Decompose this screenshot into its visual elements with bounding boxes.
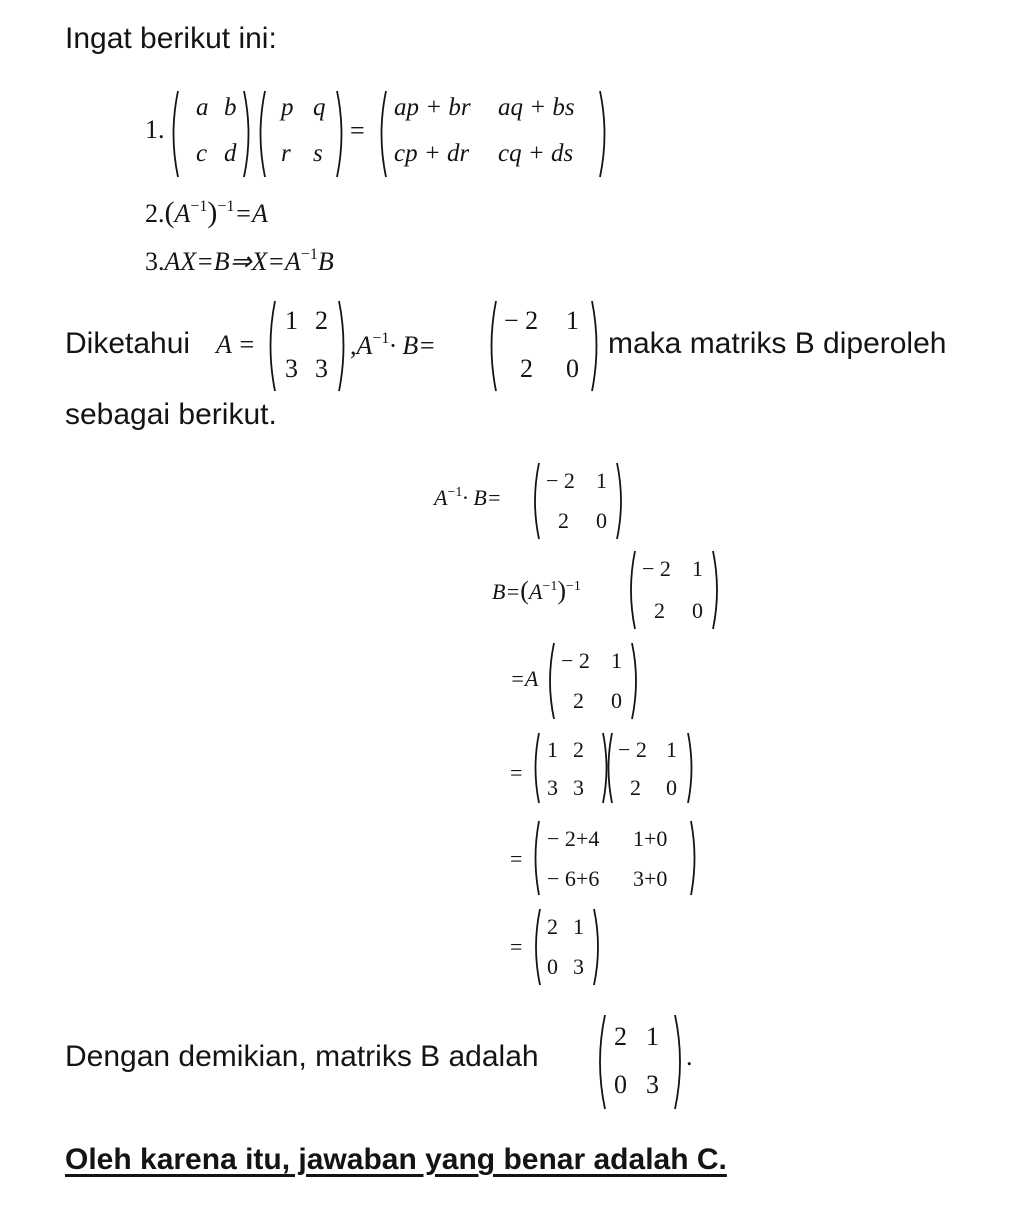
step-6-matrix: 2 1 0 3 xyxy=(531,908,603,986)
step-3-lhs: =A xyxy=(510,666,539,691)
given-suffix: maka matriks B diperoleh xyxy=(608,327,947,360)
step-1-lhs: $A^{-1}\cdot B=$ xyxy=(434,485,502,510)
given-A-matrix: 1 2 3 3 xyxy=(265,300,349,392)
rule-1-matrix-pqrs: p q r s xyxy=(255,90,347,178)
right-bracket xyxy=(337,91,342,177)
step-5-lhs: = xyxy=(510,846,523,871)
conclusion-period: . xyxy=(686,1042,693,1071)
conclusion-matrix: 2 1 0 3 xyxy=(594,1014,686,1110)
left-bracket xyxy=(535,463,539,539)
rule-3: $3.AX=B\Rightarrow X=A^{-1}B$ xyxy=(145,246,334,276)
answer-statement: Oleh karena itu, jawaban yang benar adalah C. xyxy=(65,1143,727,1176)
matrix-brackets xyxy=(531,908,603,986)
right-bracket xyxy=(594,909,598,985)
given-AinvB-lhs: $,A^{-1}\cdot B=$ xyxy=(350,330,436,360)
left-bracket xyxy=(382,91,387,177)
matrix-brackets xyxy=(168,90,254,178)
rule-1-number: 1. xyxy=(145,115,165,144)
left-bracket xyxy=(492,301,497,391)
left-bracket xyxy=(271,301,276,391)
heading: Ingat berikut ini: xyxy=(65,22,277,55)
given-line-2: sebagai berikut. xyxy=(65,398,277,431)
rule-1-equals: = xyxy=(350,116,365,145)
left-bracket xyxy=(631,551,635,629)
step-2-lhs: $B=(A^{-1})^{-1}$ xyxy=(492,576,581,605)
rule-1-product-matrix: ap + br aq + bs cp + dr cq + ds xyxy=(376,90,610,178)
matrix-brackets xyxy=(255,90,347,178)
given-prefix: Diketahui xyxy=(65,327,191,360)
rule-1-matrix-abcd: a b c d xyxy=(168,90,254,178)
rule-2: $2.(A^{-1})^{-1}=A$ xyxy=(145,196,268,229)
step-6-lhs: = xyxy=(510,934,523,959)
right-bracket xyxy=(600,91,605,177)
step-1-matrix: − 2 1 2 0 xyxy=(530,462,626,540)
step-4-lhs: = xyxy=(510,760,523,785)
left-bracket xyxy=(609,733,613,803)
right-bracket xyxy=(688,733,692,803)
step-4-matrix-rhs: − 2 1 2 0 xyxy=(604,732,696,804)
given-AinvB-matrix: − 2 1 2 0 xyxy=(486,300,602,392)
left-bracket xyxy=(536,909,540,985)
left-bracket xyxy=(174,91,179,177)
right-bracket xyxy=(713,551,717,629)
step-4-matrix-A: 1 2 3 3 xyxy=(531,732,611,804)
left-bracket xyxy=(261,91,266,177)
step-3-matrix: − 2 1 2 0 xyxy=(545,642,641,720)
right-bracket xyxy=(244,91,249,177)
conclusion-text: Dengan demikian, matriks B adalah xyxy=(65,1040,539,1073)
step-5-matrix: − 2+4 1+0 − 6+6 3+0 xyxy=(531,820,699,896)
matrix-brackets xyxy=(530,462,626,540)
given-A-lhs: A = xyxy=(216,330,256,359)
right-bracket xyxy=(339,301,344,391)
right-bracket xyxy=(691,821,695,895)
right-bracket xyxy=(675,1015,680,1109)
matrix-brackets xyxy=(626,550,722,630)
left-bracket xyxy=(536,821,540,895)
matrix-brackets xyxy=(545,642,641,720)
left-bracket xyxy=(600,1015,605,1109)
right-bracket xyxy=(592,301,597,391)
matrix-brackets xyxy=(265,300,349,392)
right-bracket xyxy=(617,463,621,539)
matrix-brackets xyxy=(531,732,611,804)
right-bracket xyxy=(632,643,636,719)
matrix-brackets xyxy=(594,1014,686,1110)
left-bracket xyxy=(550,643,554,719)
left-bracket xyxy=(536,733,540,803)
step-2-matrix: − 2 1 2 0 xyxy=(626,550,722,630)
